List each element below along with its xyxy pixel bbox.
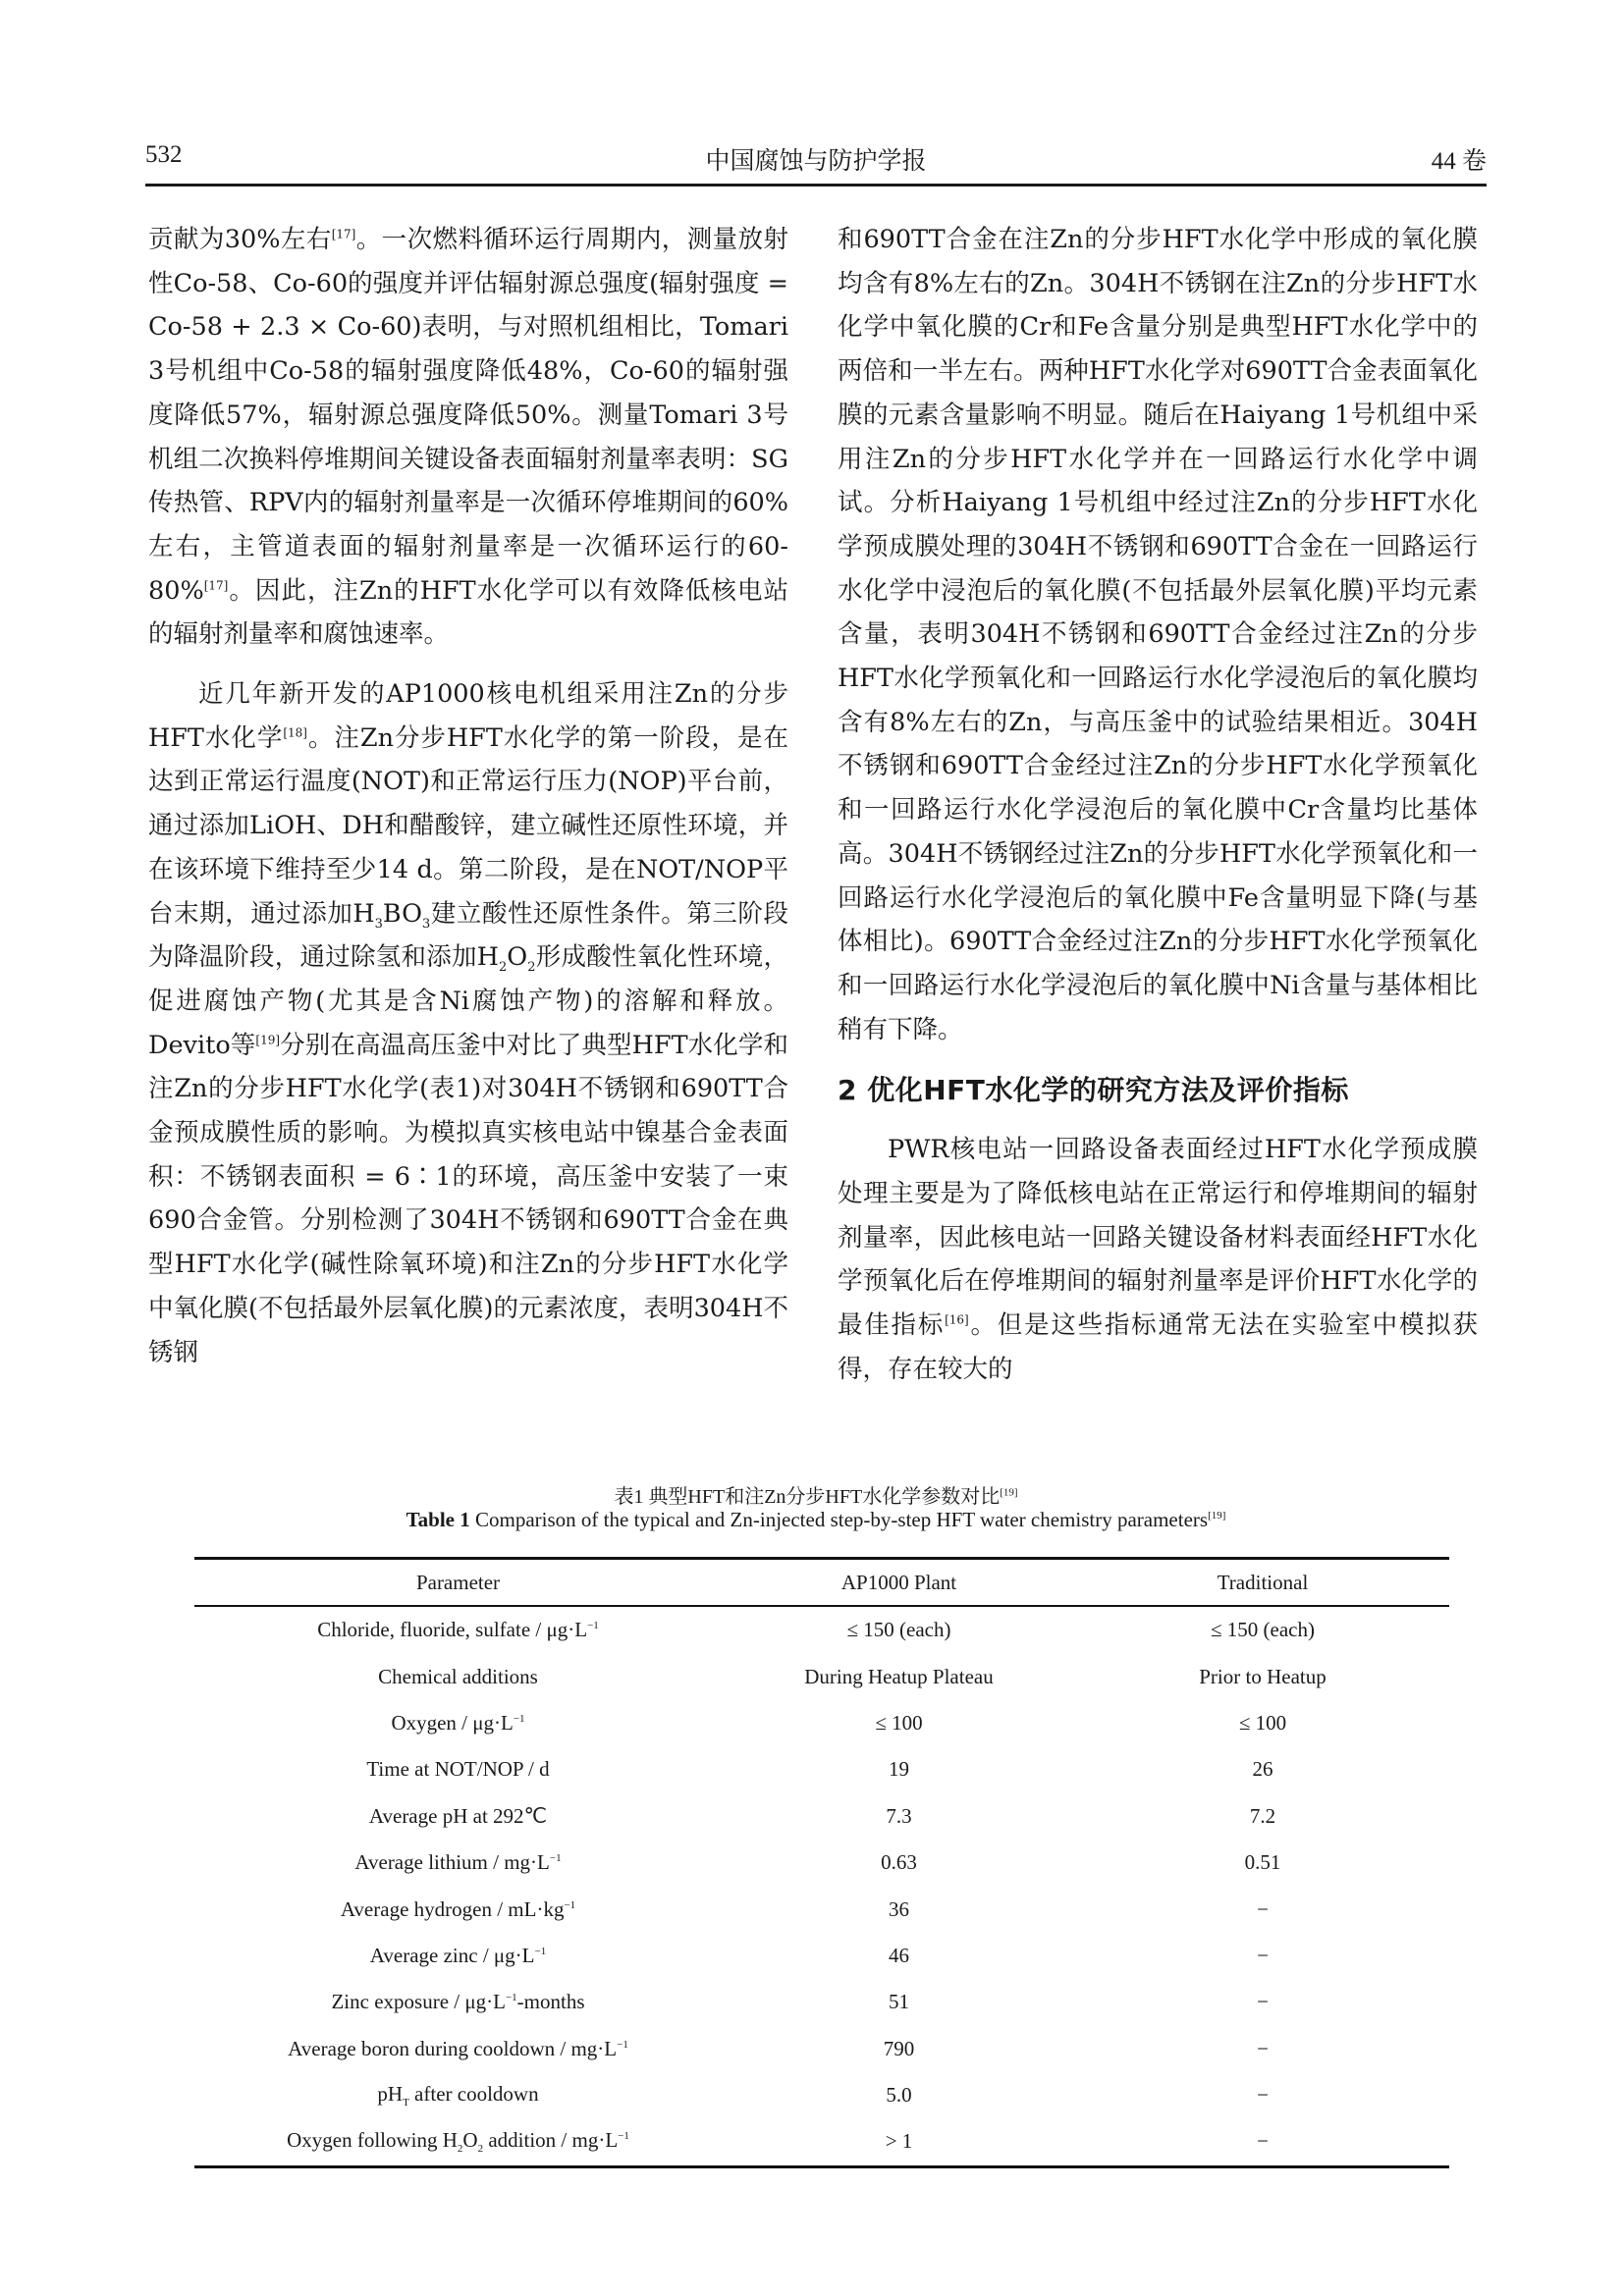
ap1000-value-cell: 19 [889,1757,909,1782]
ap1000-value-cell: During Heatup Plateau [804,1664,994,1688]
table-row [194,1840,1449,1886]
citation-ref[interactable]: [19] [1208,1510,1226,1522]
paragraph: 近几年新开发的AP1000核电机组采用注Zn的分步HFT水化学[18]。注Zn分步HFT水化学的第一阶段，是在达到正常运行温度(NOT)和正常运行压力(NOP)平台前，通过添加LiOH、DH和醋酸锌，建立碱性还原性环境，并在该环境下维持至少14 d。第二阶段，是在NOT/NOP平台末期，通过添加$H_3BO_3$建立酸性还原性条件。第三阶段为降温阶段，通过除氢和添加$H_2O_2$形成酸性氧化性环境，促进腐蚀产物(尤其是含Ni腐蚀产物)的溶解和释放。Devito等[19]分别在高温高压釜中对比了典型HFT水化学和注Zn的分步HFT水化学(表1)对304H不锈钢和690TT合金预成膜性质的影响。为模拟真实核电站中镍基合金表面积：不锈钢表面积 = 6∶1的环境，高压釜中安装了一束690合金管。分别检测了304H不锈钢和690TT合金在典型HFT水化学(碱性除氧环境)和注Zn的分步HFT水化学中氧化膜(不包括最外层氧化膜)的元素浓度，表明304H不锈钢 [148,679,788,1367]
column-header: Parameter [194,1559,722,1607]
header-rule [145,184,1487,187]
table-row [194,2026,1449,2072]
ap1000-value-cell: > 1 [722,2118,1076,2166]
traditional-value-cell: 0.51 [1244,1850,1281,1875]
traditional-value-cell: 7.2 [1249,1803,1276,1828]
table-row [194,1886,1449,1932]
paragraph: 和690TT合金在注Zn的分步HFT水化学中形成的氧化膜均含有8%左右的Zn。304H不锈钢在注Zn的分步HFT水化学中氧化膜的Cr和Fe含量分别是典型HFT水化学中的两倍和一半左右。两种HFT水化学对690TT合金表面氧化膜的元素含量影响不明显。随后在Haiyang 1号机组中采用注Zn的分步HFT水化学并在一回路运行水化学中调试。分析Haiyang 1号机组中经过注Zn的分步HFT水化学预成膜处理的304H不锈钢和690TT合金在一回路运行水化学中浸泡后的氧化膜(不包括最外层氧化膜)平均元素含量，表明304H不锈钢和690TT合金经过注Zn的分步HFT水化学预氧化和一回路运行水化学浸泡后的氧化膜均含有8%左右的Zn，与高压釜中的试验结果相近。304H不锈钢和690TT合金经过注Zn的分步HFT水化学预氧化和一回路运行水化学浸泡后的氧化膜中Cr含量均比基体高。304H不锈钢经过注Zn的分步HFT水化学预氧化和一回路运行水化学浸泡后的氧化膜中Fe含量明显下降(与基体相比)。690TT合金经过注Zn的分步HFT水化学预氧化和一回路运行水化学浸泡后的氧化膜中Ni含量与基体相比稍有下降。 [838,225,1478,1044]
table-caption-cn: 表1 典型HFT和注Zn分步HFT水化学参数对比[19] [614,1486,1018,1508]
table-header-row [194,1559,1449,1607]
ap1000-value-cell: ≤ 100 [875,1710,923,1735]
ap1000-value-cell: 7.3 [886,1803,912,1828]
table-row [194,1979,1449,2025]
traditional-value-cell: − [1257,1896,1269,1921]
citation-ref[interactable]: [17] [203,578,229,593]
parameter-cell: Average boron during cooldown / $mg\cdot L^{-1}$ [288,2036,628,2060]
parameter-cell: Time at NOT/NOP / d [366,1757,550,1782]
ap1000-value-cell: 0.63 [881,1850,917,1875]
citation-ref[interactable]: [19] [255,1033,281,1047]
ap1000-value-cell: 46 [889,1943,909,1967]
journal-title: 中国腐蚀与防护学报 [705,148,927,175]
parameter-cell: Chloride, fluoride, sulfate / $\mu g\cdot L^{-1}$ [317,1618,599,1642]
table-row [194,1933,1449,1979]
citation-ref[interactable]: [16] [945,1312,969,1327]
ap1000-value-cell: 36 [889,1896,909,1921]
ap1000-value-cell: 790 [883,2036,915,2060]
table-caption-en: Table 1 Comparison of the typical and Zn-injected step-by-step HFT water chemistry parameters[19] [406,1508,1226,1531]
ap1000-value-cell: 5.0 [886,2083,912,2108]
parameter-table [194,1557,1449,2168]
traditional-value-cell: − [1257,1943,1269,1967]
parameter-cell: Chemical additions [378,1664,538,1688]
column-header: AP1000 Plant [722,1559,1076,1607]
citation-ref[interactable]: [17] [331,227,356,241]
parameter-cell: Oxygen / $\mu g\cdot L^{-1}$ [391,1710,525,1735]
parameter-cell: Zinc exposure / $\mu g\cdot L^{-1}$-months [331,1990,585,2014]
paragraph: 贡献为30%左右[17]。一次燃料循环运行周期内，测量放射性Co-58、Co-60的强度并评估辐射源总强度(辐射强度 = Co-58 + 2.3 × Co-60)表明，与对照机组相比，Tomari 3号机组中Co-58的辐射强度降低48%，Co-60的辐射强度降低57%，辐射源总强度降低50%。测量Tomari 3号机组二次换料停堆期间关键设备表面辐射剂量率表明：SG传热管、RPV内的辐射剂量率是一次循环停堆期间的60%左右，主管道表面的辐射剂量率是一次循环运行的60-80%[17]。因此，注Zn的HFT水化学可以有效降低核电站的辐射剂量率和腐蚀速率。 [148,225,788,650]
parameter-cell: Average hydrogen / $mL\cdot kg^{-1}$ [340,1896,576,1921]
traditional-value-cell: 26 [1252,1757,1273,1782]
section-heading: 2 优化HFT水化学的研究方法及评价指标 [838,1074,1349,1107]
ap1000-value-cell: ≤ 150 (each) [846,1618,951,1642]
citation-ref[interactable]: [18] [283,725,307,740]
table-row [194,1606,1449,1653]
parameter-cell: Average zinc / $\mu g\cdot L^{-1}$ [369,1943,547,1967]
traditional-value-cell: − [1076,2118,1449,2166]
traditional-value-cell: − [1257,1990,1269,2014]
right-column [838,218,1478,1392]
column-header: Traditional [1076,1559,1449,1607]
table-row [194,1793,1449,1840]
table-row [194,1746,1449,1792]
traditional-value-cell: ≤ 100 [1238,1710,1287,1735]
parameter-cell: Average pH at 292℃ [368,1803,548,1828]
traditional-value-cell: − [1257,2083,1269,2108]
paragraph: PWR核电站一回路设备表面经过HFT水化学预成膜处理主要是为了降低核电站在正常运行和停堆期间的辐射剂量率，因此核电站一回路关键设备材料表面经HFT水化学预氧化后在停堆期间的辐射剂量率是评价HFT水化学的最佳指标[16]。但是这些指标通常无法在实验室中模拟获得，存在较大的 [838,1135,1478,1384]
ap1000-value-cell: 51 [889,1990,909,2014]
page-number: 532 [145,141,183,168]
parameter-cell: Oxygen following $H_2O_2$ addition / $mg\cdot L^{-1}$ [194,2118,722,2166]
parameter-cell: Average lithium / $mg\cdot L^{-1}$ [354,1850,562,1875]
table-row [194,1700,1449,1746]
traditional-value-cell: ≤ 150 (each) [1211,1618,1315,1642]
left-column [148,218,788,1374]
running-header [145,137,1487,181]
volume-label: 44 卷 [1431,148,1487,175]
table-row [194,2118,1449,2166]
table-row [194,2072,1449,2118]
traditional-value-cell: − [1257,2036,1269,2060]
traditional-value-cell: Prior to Heatup [1199,1664,1326,1688]
table-row [194,1653,1449,1699]
parameter-cell: $pH_T$ after cooldown [377,2082,539,2109]
citation-ref[interactable]: [19] [1000,1486,1018,1499]
